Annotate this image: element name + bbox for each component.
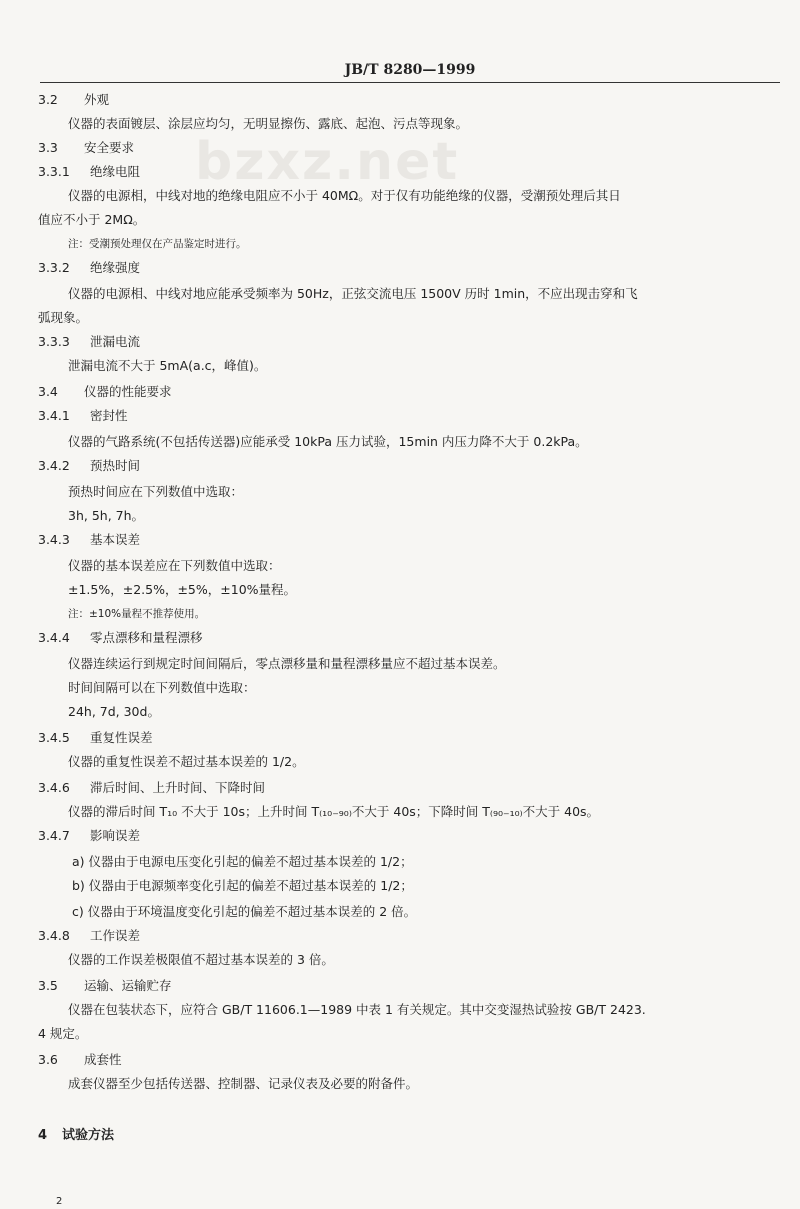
heading-3-4-3: 3.4.3 基本误差 [38,532,141,547]
header-rule [40,82,780,83]
paragraph: 泄漏电流不大于 5mA(a.c，峰值)。 [68,358,267,373]
note: 注：受潮预处理仅在产品鉴定时进行。 [68,238,247,250]
heading-3-3-1: 3.3.1 绝缘电阻 [38,164,141,179]
list-item: a) 仪器由于电源电压变化引起的偏差不超过基本误差的 1/2； [72,854,413,869]
heading-3-4-1: 3.4.1 密封性 [38,408,128,423]
heading-3-2: 3.2 外观 [38,92,110,107]
paragraph: 仪器在包装状态下，应符合 GB/T 11606.1—1989 中表 1 有关规定。其中交变湿热试验按 GB/T 2423. [68,1002,646,1017]
paragraph: 仪器的电源相、中线对地应能承受频率为 50Hz，正弦交流电压 1500V 历时 1min，不应出现击穿和飞 [68,286,638,301]
heading-3-4-2: 3.4.2 预热时间 [38,458,141,473]
paragraph: 预热时间应在下列数值中选取： [68,484,244,499]
list-item: b) 仪器由于电源频率变化引起的偏差不超过基本误差的 1/2； [72,878,413,893]
value-list: 3h, 5h, 7h。 [68,508,145,523]
heading-3-6: 3.6 成套性 [38,1052,122,1067]
value-list: 24h, 7d, 30d。 [68,704,160,719]
note: 注：±10%量程不推荐使用。 [68,608,206,620]
heading-4: 4 试验方法 [38,1128,115,1143]
standard-code: JB/T 8280—1999 [344,62,476,78]
heading-3-3-2: 3.3.2 绝缘强度 [38,260,141,275]
paragraph: 仪器的工作误差极限值不超过基本误差的 3 倍。 [68,952,334,967]
watermark: bzxz.net [195,132,460,192]
heading-3-4-8: 3.4.8 工作误差 [38,928,141,943]
paragraph: 时间间隔可以在下列数值中选取： [68,680,256,695]
heading-3-5: 3.5 运输、运输贮存 [38,978,172,993]
paragraph-continuation: 值应不小于 2MΩ。 [38,212,146,227]
heading-3-4-6: 3.4.6 滞后时间、上升时间、下降时间 [38,780,266,795]
page-header [40,60,780,84]
paragraph-continuation: 弧现象。 [38,310,89,325]
heading-3-4-4: 3.4.4 零点漂移和量程漂移 [38,630,203,645]
paragraph: 仪器连续运行到规定时间间隔后，零点漂移量和量程漂移量应不超过基本误差。 [68,656,506,671]
paragraph: 仪器的电源相，中线对地的绝缘电阻应不小于 40MΩ。对于仅有功能绝缘的仪器，受潮预处理后其日 [68,188,621,203]
paragraph: 成套仪器至少包括传送器、控制器、记录仪表及必要的附备件。 [68,1076,419,1091]
list-item: c) 仪器由于环境温度变化引起的偏差不超过基本误差的 2 倍。 [72,904,417,919]
paragraph: 仪器的滞后时间 T₁₀ 不大于 10s；上升时间 T₍₁₀₋₉₀₎不大于 40s；下降时间 T₍₉₀₋₁₀₎不大于 40s。 [68,804,600,819]
paragraph: 仪器的基本误差应在下列数值中选取： [68,558,281,573]
page-number: 2 [56,1196,63,1207]
heading-3-3-3: 3.3.3 泄漏电流 [38,334,141,349]
heading-3-4-7: 3.4.7 影响误差 [38,828,141,843]
heading-3-3: 3.3 安全要求 [38,140,135,155]
paragraph: 仪器的气路系统(不包括传送器)应能承受 10kPa 压力试验，15min 内压力降不大于 0.2kPa。 [68,434,588,449]
paragraph-continuation: 4 规定。 [38,1026,88,1041]
heading-3-4-5: 3.4.5 重复性误差 [38,730,153,745]
paragraph: 仪器的表面镀层、涂层应均匀，无明显擦伤、露底、起泡、污点等现象。 [68,116,469,131]
value-list: ±1.5%，±2.5%，±5%，±10%量程。 [68,582,297,597]
heading-3-4: 3.4 仪器的性能要求 [38,384,172,399]
paragraph: 仪器的重复性误差不超过基本误差的 1/2。 [68,754,305,769]
